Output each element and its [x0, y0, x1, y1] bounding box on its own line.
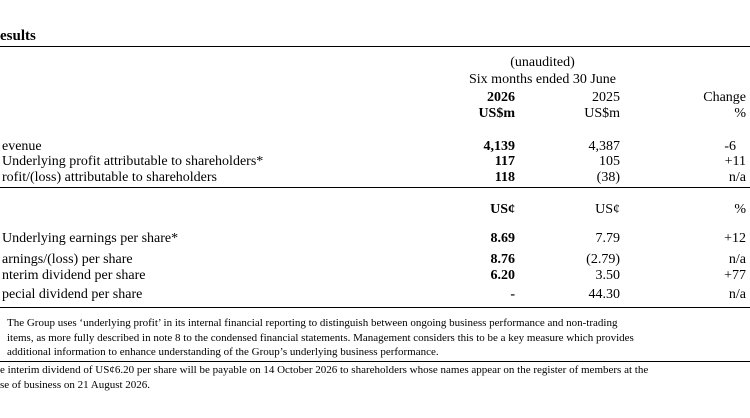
value-2025: (2.79) [586, 252, 620, 267]
value-2025: 44.30 [588, 287, 620, 302]
value-2026: - [510, 287, 515, 302]
unit-change: % [734, 106, 746, 121]
value-2026: 8.76 [490, 252, 515, 267]
note-1-line-1: The Group uses ‘underlying profit’ in its internal financial reporting to distinguish between ongoing business performance and non-trading [7, 317, 618, 329]
unit-2026: US¢ [490, 202, 515, 217]
unit-2025: US$m [584, 106, 620, 121]
value-2026: 117 [494, 154, 515, 169]
title-rule [0, 46, 750, 47]
row-label: evenue [2, 139, 42, 154]
note-2-line-2: se of business on 21 August 2026. [0, 379, 151, 391]
value-change: +77 [724, 268, 746, 283]
value-2026: 118 [494, 170, 515, 185]
col-2025-header: 2025 [592, 90, 620, 105]
note-2-line-1: e interim dividend of US¢6.20 per share will be payable on 14 October 2026 to shareholders whose names appear on the register of members at the [0, 364, 649, 376]
value-2026: 8.69 [490, 231, 515, 246]
value-change: +11 [724, 154, 746, 169]
value-2025: 7.79 [595, 231, 620, 246]
section-rule [0, 187, 750, 188]
value-2026: 4,139 [483, 139, 515, 154]
row-label: rofit/(loss) attributable to shareholders [2, 170, 217, 185]
row-label: arnings/(loss) per share [2, 252, 133, 267]
section-title: esults [0, 28, 36, 44]
value-2025: (38) [596, 170, 620, 185]
unit-change: % [734, 202, 746, 217]
unit-2026: US$m [478, 106, 515, 121]
value-2025: 3.50 [595, 268, 620, 283]
value-change: n/a [728, 287, 746, 302]
value-change: n/a [728, 170, 746, 185]
value-2025: 105 [599, 154, 620, 169]
value-2025: 4,387 [588, 139, 620, 154]
row-label: Underlying profit attributable to shareholders* [2, 154, 264, 169]
value-change: +12 [724, 231, 746, 246]
unaudited-label: (unaudited) [510, 55, 575, 70]
col-2026-header: 2026 [487, 90, 515, 105]
table-bottom-rule [0, 307, 750, 308]
col-change-header: Change [703, 90, 746, 105]
value-change: n/a [728, 252, 746, 267]
notes-rule [0, 361, 750, 362]
unit-2025: US¢ [595, 202, 620, 217]
row-label: pecial dividend per share [2, 287, 143, 302]
row-label: Underlying earnings per share* [2, 231, 179, 246]
value-2026: 6.20 [490, 268, 515, 283]
period-label: Six months ended 30 June [469, 72, 616, 87]
row-label: nterim dividend per share [2, 268, 146, 283]
note-1-line-2: items, as more fully described in note 8 to the condensed financial statements. Management considers this to be a key measure which provides [7, 332, 634, 344]
value-change: -6 [724, 139, 736, 154]
note-1-line-3: additional information to enhance understanding of the Group’s underlying business performance. [7, 346, 439, 358]
